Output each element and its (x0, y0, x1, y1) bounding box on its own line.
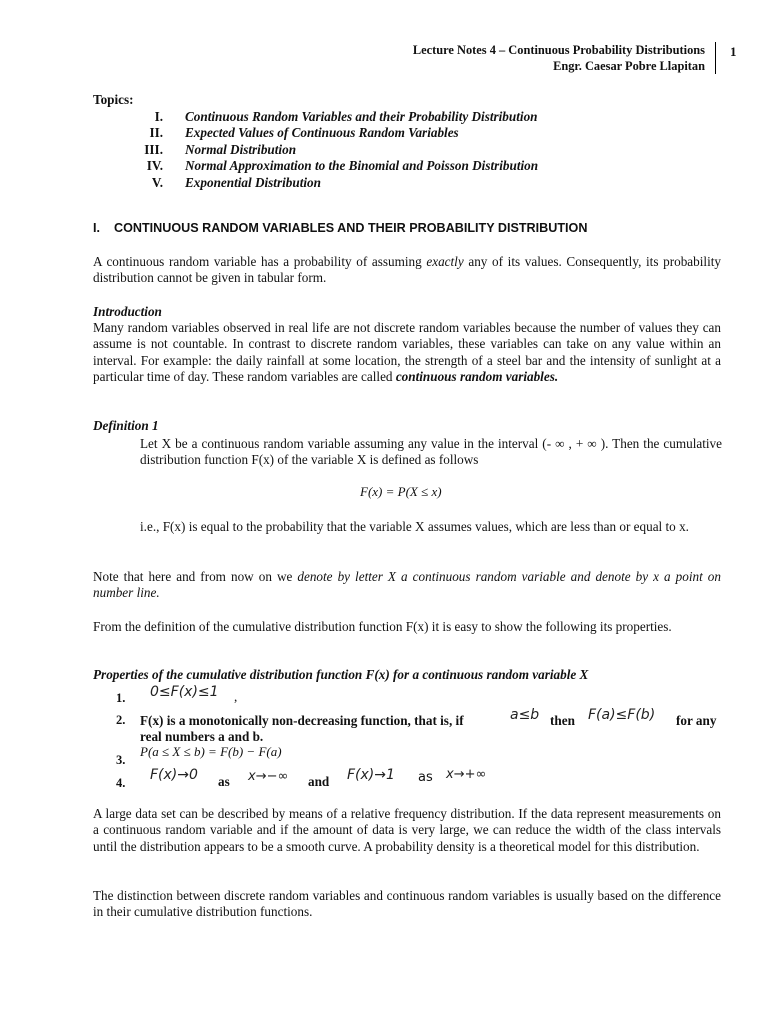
property-1-comma: , (234, 689, 238, 704)
section-title: I. CONTINUOUS RANDOM VARIABLES AND THEIR PROBABILITY DISTRIBUTION (93, 221, 588, 235)
topic-number: I. (154, 108, 163, 124)
topic-text: Continuous Random Variables and their Probability Distribution (185, 108, 538, 124)
property-4-limit-a: x→−∞ (248, 769, 289, 784)
property-4-and: and (308, 774, 330, 789)
property-2-math-a: a≤b (510, 707, 540, 723)
property-1-math: 0≤F(x)≤1 (150, 684, 219, 700)
topic-item (93, 174, 321, 192)
topic-number: II. (149, 125, 163, 140)
property-4-as-2: as (418, 770, 433, 785)
introduction-text: Many random variables observed in real life are not discrete random variables because the number of values they can assume is not countable. In contrast to discrete random variables, these variables can take on any value within an interval. For example: the daily rainfall at some location, the strength of a steel bar and the intensity of sunlight at a particular time of day. These random variables are called (93, 320, 721, 385)
definition-formula: F(x) = P(X ≤ x) (360, 484, 442, 499)
definition-ie: i.e., F(x) is equal to the probability that the variable X assumes values, which are less than or equal to x. (140, 519, 689, 534)
intro-text-b: any of its values. Consequently, its probability distribution cannot be given in tabular form. (93, 254, 721, 286)
topics-label: Topics: (93, 92, 134, 107)
intro-paragraph (93, 254, 721, 287)
topic-item (93, 125, 459, 142)
property-2-number: 2. (116, 713, 126, 727)
topic-number: IV. (146, 158, 163, 173)
definition-heading: Definition 1 (93, 418, 159, 433)
note-text: Note that here and from now on we (93, 569, 298, 584)
topic-text: Normal Distribution (185, 141, 297, 157)
page-header (413, 42, 716, 74)
topic-number: V. (151, 174, 163, 190)
property-4-as-1: as (218, 774, 230, 789)
topics-list (93, 92, 539, 191)
property-3-math: P(a ≤ X ≤ b) = F(b) − F(a) (140, 744, 282, 759)
introduction-emphasis: continuous random variables. (395, 369, 559, 385)
topic-text: Expected Values of Continuous Random Variables (185, 125, 459, 140)
property-2-tail: for any (676, 713, 717, 728)
page-number: 1 (730, 44, 737, 59)
topic-item (93, 141, 297, 159)
properties-heading: Properties of the cumulative distribution function F(x) for a continuous random variable X (93, 667, 589, 682)
property-1-number: 1. (116, 691, 126, 705)
property-2-then: then (550, 713, 575, 728)
property-2-text: F(x) is a monotonically non-decreasing function, that is, if (140, 713, 464, 728)
property-4-limit-b: x→+∞ (446, 767, 487, 782)
topic-text: Normal Approximation to the Binomial and Poisson Distribution (185, 158, 539, 173)
property-4-math-a: F(x)→0 (150, 767, 198, 783)
header-author: Engr. Caesar Pobre Llapitan (553, 59, 705, 73)
note-paragraph (93, 569, 721, 602)
header-title: Lecture Notes 4 – Continuous Probability Distributions (412, 43, 705, 57)
introduction-paragraph (93, 320, 721, 386)
from-definition-paragraph: From the definition of the cumulative distribution function F(x) it is easy to show the following its properties. (93, 619, 672, 634)
topic-text: Exponential Distribution (185, 174, 321, 190)
property-4-math-b: F(x)→1 (347, 767, 395, 783)
topic-item (93, 108, 538, 126)
topic-number: III. (144, 141, 163, 157)
distinction-paragraph: The distinction between discrete random variables and continuous random variables is usually based on the difference in their cumulative distribution functions. (93, 888, 721, 920)
introduction-heading: Introduction (93, 304, 162, 319)
property-3-number: 3. (116, 753, 126, 767)
property-2-line2: real numbers a and b. (140, 729, 264, 744)
topic-item (93, 158, 539, 175)
header-text (413, 42, 716, 74)
property-4-number: 4. (116, 776, 126, 790)
intro-emphasis: exactly (426, 254, 464, 269)
intro-text-a: A continuous random variable has a probability of assuming (93, 254, 427, 269)
definition-text: Let X be a continuous random variable assuming any value in the interval (- ∞ , + ∞ ). Then the cumulative distribution function F(x) of the variable X is defined as follows (140, 436, 722, 468)
large-data-paragraph: A large data set can be described by means of a relative frequency distribution. If the data represent measurements on a continuous random variable and if the amount of data is very large, we can reduce the width of the class intervals until the distribution appears to be a smooth curve. A probability density is a theoretical model for this distribution. (93, 806, 721, 854)
note-emphasis: denote by letter X a continuous random variable and denote by x a point on number line. (93, 569, 721, 601)
property-2-math-b: F(a)≤F(b) (588, 707, 656, 723)
